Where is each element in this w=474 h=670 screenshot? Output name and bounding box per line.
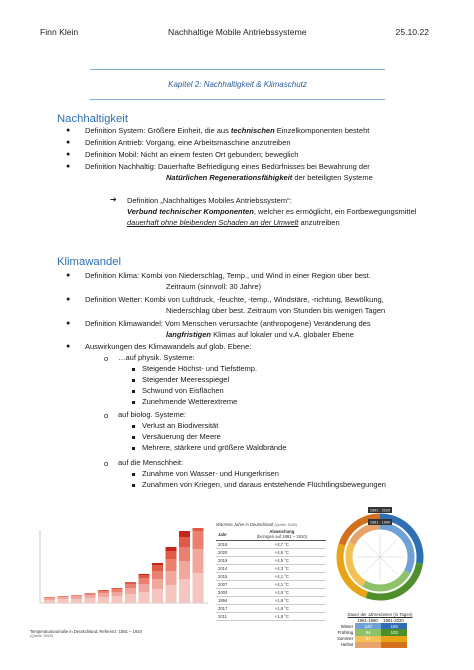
chart-bar-segment [139,575,150,578]
table-cell-year: 2017 [216,605,238,613]
chart-bar-segment [85,595,96,598]
list-item-wetter-cont: Niederschlag über best. Zeitraum von Stunden bis wenigen Tagen [166,306,386,315]
table-cell-year: 2000 [216,589,238,597]
table-cell-deviation: +2,6 °C [238,549,326,557]
warmest-years-table-figure [216,522,326,634]
table-cell-deviation: +2,5 °C [238,557,326,565]
table-cell-year: 1994 [216,597,238,605]
chart-bar-segment [125,594,136,603]
table-cell-year: 2007 [216,581,238,589]
arrow-definition-line2: Verbund technischer Komponenten, welcher es ermöglicht, ein Fortbewegungsmittel [127,207,417,216]
table-cell-year: 2015 [216,573,238,581]
chart-bar-segment [179,579,190,603]
chart-bar-segment [139,574,150,575]
temperature-anomaly-chart [30,528,210,626]
chart-bar-segment [98,593,109,597]
chart-bar-segment [179,531,190,537]
table-cell-year: 2020 [216,549,238,557]
label-1991-2020: 1991 - 2020 [369,508,391,513]
chart-bar-segment [98,591,109,593]
phys-item: Steigender Meeresspiegel [142,375,230,384]
chart-bar-segment [112,596,123,603]
chart-bar-segment [71,599,82,603]
arrow-right-icon: ➔ [110,195,117,204]
table-row [216,581,326,589]
sublist-label-phys: …auf physik. Systeme: [118,353,195,362]
mensch-item: Zunahmen von Kriegen, und daraus entstehende Flüchtlingsbewegungen [142,480,386,489]
chart-bar-segment [166,547,177,551]
chart-bar-segment [166,559,177,571]
chart-bar-segment [166,585,177,603]
table-row [216,549,326,557]
table-row [216,541,326,549]
seasons-row [335,642,407,648]
list-item-nachhaltig-cont: Natürlichen Regenerationsfähigkeit der beteiligten Systeme [166,173,373,182]
list-item-klimawandel-cont: langfristigen Klimas auf lokaler und v.A. globaler Ebene [166,330,354,339]
chart-bar-segment [71,596,82,599]
chart-bar-segment [193,573,204,603]
chart-bar-segment [44,600,55,603]
chart-bar-segment [152,589,163,603]
list-item-antrieb: Definition Antrieb: Vorgang, eine Arbeitsmaschine anzutreiben [85,138,291,147]
chart-bar-segment [179,547,190,561]
seasons-cell-1961: 120 [355,623,381,629]
seasons-cell-1991: 103 [381,623,407,629]
temperature-anomaly-figure [30,528,210,640]
chart-bar-segment [152,563,163,565]
sub-bullet-icon: o [104,411,109,420]
seasons-row-label: Frühling [337,629,354,635]
list-item-klima-cont: Zeitraum (sinnvoll: 30 Jahre) [166,282,262,291]
chart-bar-segment [58,597,69,599]
section-heading-klimawandel: Klimawandel [57,256,122,268]
seasons-cell-1991: 103 [381,629,407,635]
sub-bullet-icon: o [104,354,109,363]
seasons-table-title: Dauer der Jahreszeiten (in Tagen) [347,612,413,617]
chapter-rule-top [90,69,385,70]
table-cell-deviation: +2,0 °C [238,589,326,597]
seasons-col-1961: 1961-1990 [357,617,378,623]
list-item-auswirkungen: Auswirkungen des Klimawandels auf glob. Ebene: [85,342,252,351]
table-row [216,565,326,573]
chart-bar-segment [58,596,69,597]
table-row [216,589,326,597]
chart-bar-segment [179,561,190,579]
seasons-ring-chart [330,505,430,605]
chart-bar-segment [125,582,136,584]
phys-item: Schwund von Eisflächen [142,386,224,395]
chart-bar-segment [58,599,69,603]
chapter-rule-bottom [90,99,385,100]
square-bullet-icon [132,473,135,476]
sub-bullet-icon: o [104,459,109,468]
chart-bar-segment [152,579,163,589]
square-bullet-icon [132,436,135,439]
warmest-years-table [216,528,326,621]
table-cell-year: 2011 [216,613,238,621]
arrow-definition-line1: Definition „Nachhaltiges Mobiles Antriebssystem“: [127,196,292,205]
seasons-table [335,617,407,648]
square-bullet-icon [132,447,135,450]
table-cell-deviation: +1,9 °C [238,605,326,613]
square-bullet-icon [132,401,135,404]
seasons-row [335,623,407,629]
table-cell-deviation: +1,8 °C [238,613,326,621]
label-1961-1990: 1961 - 1990 [369,520,391,525]
square-bullet-icon [132,390,135,393]
table-cell-year: 2014 [216,565,238,573]
table-header-year: Jahr [216,528,238,541]
seasons-col-1991: 1991-2020 [383,617,404,623]
list-item-system: Definition System: Größere Einheit, die aus technischen Einzelkomponenten besteht [85,126,370,135]
biol-item: Versäuerung der Meere [142,432,221,441]
seasons-row-label: Sommer [337,636,354,642]
table-row [216,597,326,605]
table-cell-deviation: +2,3 °C [238,565,326,573]
square-bullet-icon [132,484,135,487]
table-cell-deviation: +2,7 °C [238,541,326,549]
chart-bar-segment [139,578,150,584]
chart-bar-segment [152,565,163,571]
seasons-figure [330,505,430,655]
chart-bar-segment [112,588,123,589]
bullet-icon: ● [66,151,71,158]
sublist-label-biol: auf biolog. Systeme: [118,410,186,419]
bullet-icon: ● [66,139,71,146]
section-heading-nachhaltigkeit: Nachhaltigkeit [57,113,128,125]
header-date: 25.10.22 [395,27,429,37]
phys-item: Steigende Höchst- und Tiefsttemp. [142,364,258,373]
phys-item: Zunehmende Wetterextreme [142,397,238,406]
chart-bar-segment [112,592,123,596]
list-item-klima: Definition Klima: Kombi von Niederschlag, Temp., und Wind in einer Region über best. [85,271,371,280]
biol-item: Verlust an Biodiversität [142,421,219,430]
chart-bar-segment [44,597,55,598]
header-author: Finn Klein [40,27,79,37]
chart-bar-segment [125,584,136,588]
seasons-row-label: Herbst [340,642,354,648]
seasons-cell-1961: 87 [355,636,381,642]
seasons-cell-1961: 94 [355,629,381,635]
bullet-icon: ● [66,320,71,327]
table-row [216,605,326,613]
chart-bar-segment [85,593,96,595]
list-item-klimawandel: Definition Klimawandel: Vom Menschen verursachte (anthropogene) Veränderung des [85,319,371,328]
mensch-item: Zunahme von Wasser- und Hungerkrisen [142,469,279,478]
bullet-icon: ● [66,272,71,279]
table-row [216,613,326,621]
square-bullet-icon [132,425,135,428]
list-item-nachhaltig: Definition Nachhaltig: Dauerhafte Befriedigung eines Bedürfnisses bei Bewahrung der [85,162,370,171]
table-cell-deviation: +2,1 °C [238,581,326,589]
figure-source: (Quelle: DWD) [30,634,54,638]
arrow-definition-line3: dauerhaft ohne bleibenden Schaden an der Umwelt anzutreiben [127,218,340,227]
table-title: Wärmste Jahre in Deutschland (Quelle: DWD) [216,522,298,527]
chart-bar-segment [71,595,82,596]
chart-bar-segment [44,598,55,600]
bullet-icon: ● [66,296,71,303]
chart-bar-segment [152,571,163,579]
chart-bar-segment [112,589,123,592]
seasons-cell-1991 [381,642,407,648]
bullet-icon: ● [66,127,71,134]
seasons-cell-1961 [355,642,381,648]
chart-bar-segment [193,528,204,531]
table-cell-year: 2019 [216,557,238,565]
chart-bar-segment [193,531,204,549]
chart-bar-segment [98,597,109,603]
table-cell-deviation: +2,1 °C [238,573,326,581]
table-header-deviation: Abweichung (bezogen auf 1881 – 1910) [238,528,326,541]
table-row [216,557,326,565]
header-title: Nachhaltige Mobile Antriebssysteme [168,27,307,37]
table-cell-deviation: +1,9 °C [238,597,326,605]
chart-bar-segment [125,588,136,594]
chart-bar-segment [166,551,177,559]
biol-item: Mehrere, stärkere und größere Waldbrände [142,443,287,452]
square-bullet-icon [132,379,135,382]
chapter-title: Kapitel 2: Nachhaltigkeit & Klimaschutz [168,80,307,89]
chart-bar-segment [139,584,150,592]
bullet-icon: ● [66,163,71,170]
chart-bar-segment [139,592,150,603]
chart-bar-segment [179,537,190,547]
list-item-mobil: Definition Mobil: Nicht an einem festen Ort gebunden; beweglich [85,150,299,159]
chart-bar-segment [98,590,109,591]
seasons-row-label: Winter [340,623,354,629]
square-bullet-icon [132,368,135,371]
chart-bar-segment [193,549,204,573]
bullet-icon: ● [66,343,71,350]
sublist-label-mensch: auf die Menschheit: [118,458,184,467]
chart-bar-segment [166,571,177,585]
table-cell-year: 2018 [216,541,238,549]
chart-bar-segment [85,598,96,603]
table-row [216,573,326,581]
figure-caption: Temperaturanomalie in Deutschland, Referenz: 1881 – 1910 [30,629,142,634]
list-item-wetter: Definition Wetter: Kombi von Luftdruck, -feuchte, -temp., Windstäre, -richtung, Bewölkung, [85,295,384,304]
